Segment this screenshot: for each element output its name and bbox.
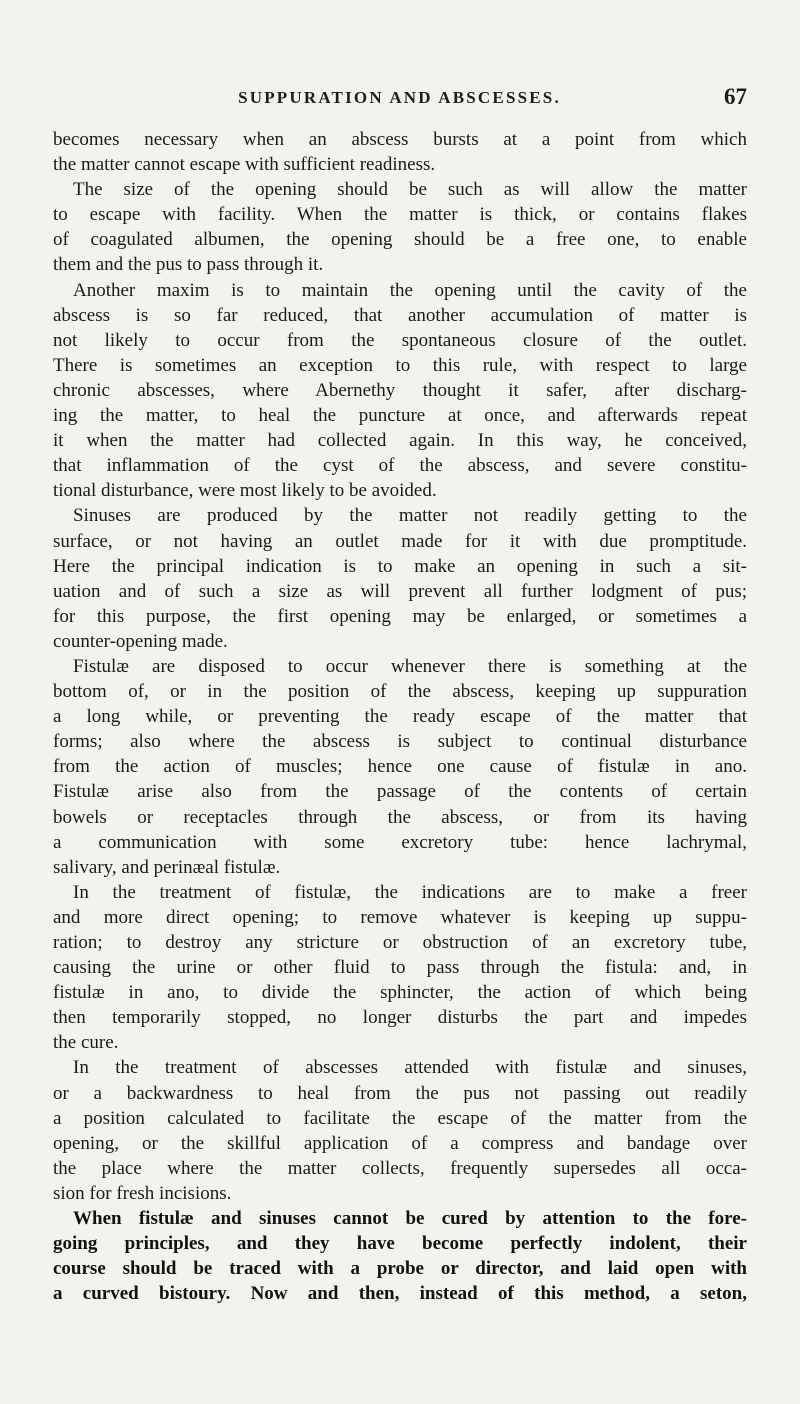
text-line: a curved bistoury. Now and then, instead of this method, a seton, xyxy=(53,1283,747,1305)
text-line: going principles, and they have become perfectly indolent, their xyxy=(53,1233,747,1255)
text-line: them and the pus to pass through it. xyxy=(53,254,324,276)
text-line: bottom of, or in the position of the abscess, keeping up suppuration xyxy=(53,681,747,703)
text-line: fistulæ in ano, to divide the sphincter, the action of which being xyxy=(53,982,747,1004)
text-line: that inflammation of the cyst of the abscess, and severe constitu- xyxy=(53,455,747,477)
text-line: a long while, or preventing the ready escape of the matter that xyxy=(53,706,747,728)
text-line: ration; to destroy any stricture or obstruction of an excretory tube, xyxy=(53,932,747,953)
text-line: the matter cannot escape with sufficient readiness. xyxy=(53,154,436,176)
text-line: Another maxim is to maintain the opening until the cavity of the xyxy=(73,279,747,301)
text-line: and more direct opening; to remove whatever is keeping up suppu- xyxy=(53,906,747,928)
text-line: chronic abscesses, where Abernethy thought it safer, after discharg- xyxy=(53,379,747,401)
text-line: bowels or receptacles through the abscess, or from its having xyxy=(53,806,747,828)
text-line: There is sometimes an exception to this rule, with respect to large xyxy=(53,354,747,376)
text-line: from the action of muscles; hence one cause of fistulæ in ano. xyxy=(53,756,747,778)
text-line: to escape with facility. When the matter is thick, or contains flakes xyxy=(53,204,747,226)
text-line: a position calculated to facilitate the escape of the matter from the xyxy=(53,1107,747,1129)
text-line: the cure. xyxy=(53,1032,119,1054)
text-line: causing the urine or other fluid to pass through the fistula: and, in xyxy=(53,957,747,979)
running-head xyxy=(52,86,747,112)
running-title: SUPPURATION AND ABSCESSES. xyxy=(238,88,561,107)
text-line: then temporarily stopped, no longer disturbs the part and impedes xyxy=(53,1007,747,1029)
text-line: When fistulæ and sinuses cannot be cured by attention to the fore- xyxy=(73,1208,747,1230)
text-line: sion for fresh incisions. xyxy=(53,1182,232,1204)
text-line: course should be traced with a probe or director, and laid open with xyxy=(53,1258,747,1280)
text-line: opening, or the skillful application of a compress and bandage over xyxy=(53,1132,747,1154)
text-line: counter-opening made. xyxy=(53,630,228,652)
text-line: for this purpose, the first opening may be enlarged, or sometimes a xyxy=(53,605,747,627)
text-line: a communication with some excretory tube: hence lachrymal, xyxy=(53,831,747,853)
text-line: In the treatment of abscesses attended with fistulæ and sinuses, xyxy=(73,1057,747,1079)
text-line: salivary, and perinæal fistulæ. xyxy=(53,856,281,878)
body-text xyxy=(53,127,747,1306)
text-line: The size of the opening should be such as will allow the matter xyxy=(73,179,747,201)
text-line: abscess is so far reduced, that another accumulation of matter is xyxy=(53,304,747,326)
text-line: Fistulæ are disposed to occur whenever there is something at the xyxy=(73,655,747,677)
text-line: or a backwardness to heal from the pus not passing out readily xyxy=(53,1082,747,1104)
text-line: it when the matter had collected again. In this way, he conceived, xyxy=(53,430,747,452)
text-line: surface, or not having an outlet made for it with due promptitude. xyxy=(53,530,747,552)
text-line: tional disturbance, were most likely to be avoided. xyxy=(53,480,437,502)
text-line: uation and of such a size as will prevent all further lodgment of pus; xyxy=(53,580,747,602)
text-line: the place where the matter collects, frequently supersedes all occa- xyxy=(53,1157,747,1179)
text-line: forms; also where the abscess is subject to continual disturbance xyxy=(53,731,747,753)
text-line: becomes necessary when an abscess bursts at a point from which xyxy=(53,129,747,150)
page-number: 67 xyxy=(724,84,747,109)
text-line: of coagulated albumen, the opening should be a free one, to enable xyxy=(53,229,747,251)
text-line: not likely to occur from the spontaneous closure of the outlet. xyxy=(53,329,747,351)
text-line: Here the principal indication is to make an opening in such a sit- xyxy=(53,555,747,577)
text-line: Sinuses are produced by the matter not readily getting to the xyxy=(73,505,747,527)
text-line: ing the matter, to heal the puncture at once, and afterwards repeat xyxy=(53,405,747,427)
text-line: In the treatment of fistulæ, the indications are to make a freer xyxy=(73,881,747,903)
text-line: Fistulæ arise also from the passage of the contents of certain xyxy=(53,781,747,803)
